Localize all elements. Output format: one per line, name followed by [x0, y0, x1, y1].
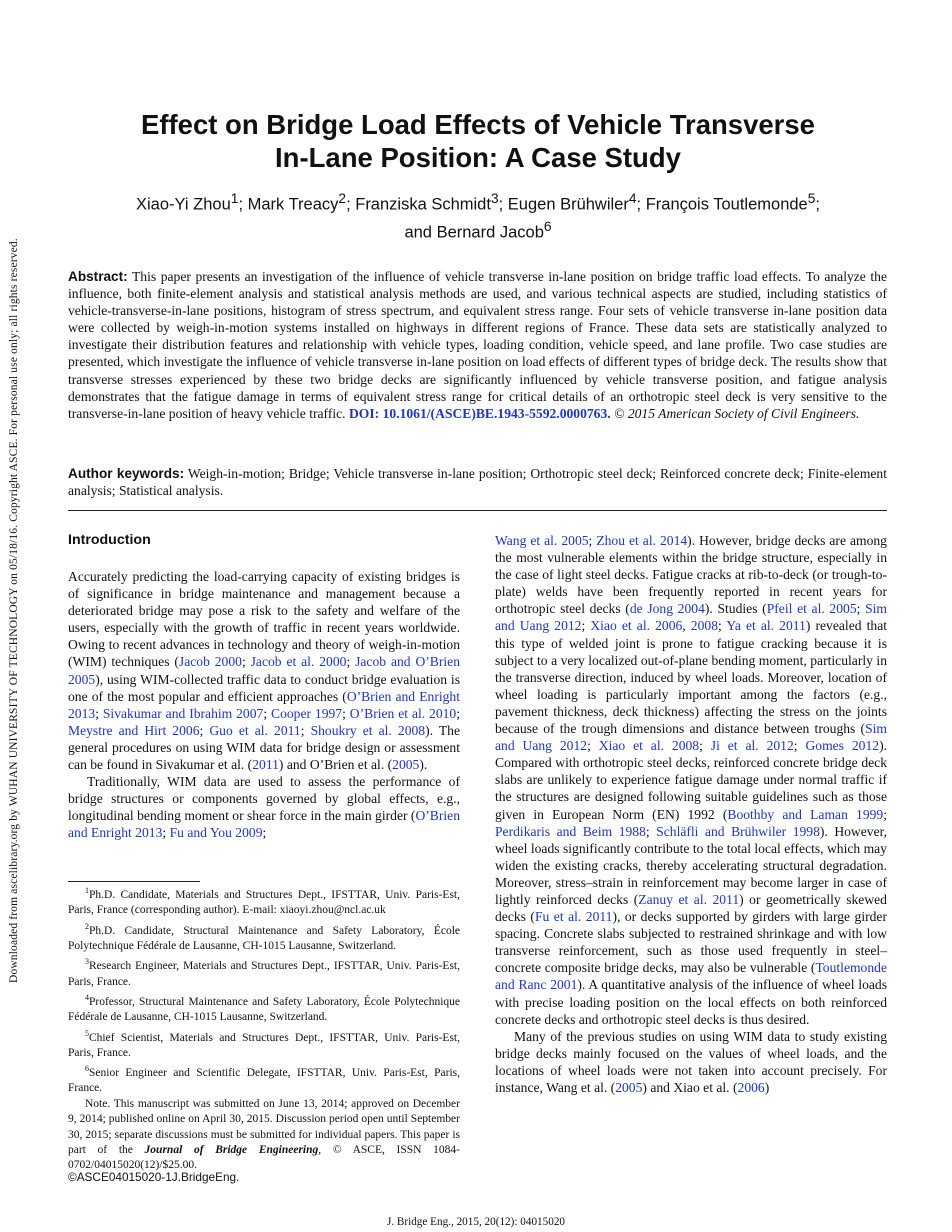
- author: Mark Treacy: [247, 195, 339, 214]
- footnote: [68, 883, 460, 919]
- citation-link[interactable]: Fu and You 2009: [169, 825, 263, 841]
- footnote-mark: 3: [85, 957, 89, 967]
- download-watermark: [0, 0, 24, 1232]
- citation-link[interactable]: Shoukry et al. 2008: [310, 722, 426, 738]
- journal-name: Journal of Bridge Engineering: [144, 1144, 319, 1157]
- author: Xiao-Yi Zhou: [136, 195, 231, 214]
- download-notice: Downloaded from ascelibrary.org by WUHAN UNIVERSITY OF TECHNOLOGY on 05/18/16. Copyright ASCE. For personal use only; all rights reserved.: [8, 238, 20, 983]
- author-list: Xiao-Yi Zhou$^1$; Mark Treacy$^2$; Franziska Schmidt$^3$; Eugen Brühwiler$^4$; François Toutlemonde$^5$; and Bernard Jacob$^6$: [136, 191, 820, 241]
- citation-link[interactable]: 2005: [392, 757, 420, 773]
- citation-link[interactable]: Toutlemonde and Ranc 2001: [495, 960, 887, 993]
- citation-link[interactable]: Fu et al. 2011: [534, 909, 613, 925]
- citation-link[interactable]: O’Brien et al. 2010: [349, 705, 457, 721]
- citation-link[interactable]: Schläfli and Brühwiler 1998: [656, 823, 820, 839]
- paragraph: Many of the previous studies on using WIM data to study existing bridge decks mainly focused on the values of wheel loads, and the locations of wheel loads were not taken into account precisely. For instance, Wang et al. (2005) and Xiao et al. (2006): [495, 1028, 887, 1095]
- keywords-label: Author keywords:: [68, 466, 185, 481]
- citation-link[interactable]: de Jong 2004: [629, 601, 705, 617]
- citation-link[interactable]: Meystre and Hirt 2006: [68, 722, 200, 738]
- footnote-text: Ph.D. Candidate, Structural Maintenance and Safety Laboratory, École Polytechnique Fédérale de Lausanne, CH-1015 Lausanne, Switzerland.: [68, 924, 460, 952]
- citation-link[interactable]: Sivakumar and Ibrahim 2007: [102, 705, 264, 721]
- footnote-mark: 6: [85, 1064, 89, 1074]
- doi-link[interactable]: 10.1061/(ASCE)BE.1943-5592.0000763.: [382, 405, 611, 421]
- author: Franziska Schmidt: [355, 195, 491, 214]
- citation-link[interactable]: O’Brien and Enright 2013: [68, 808, 460, 841]
- citation-link[interactable]: 2005: [615, 1080, 643, 1095]
- author-affiliation-mark: 6: [543, 218, 552, 234]
- citation-link[interactable]: Sim and Uang 2012: [495, 601, 887, 634]
- author-affiliation-mark: 2: [338, 191, 347, 206]
- footnote-text: Research Engineer, Materials and Structures Dept., IFSTTAR, Univ. Paris-Est, Paris, France.: [68, 960, 460, 988]
- citation-link[interactable]: Zhou et al. 2014: [596, 533, 688, 548]
- footnote: [68, 990, 460, 1026]
- citation-link[interactable]: Ya et al. 2011: [726, 618, 806, 634]
- note-text: , © ASCE, ISSN 1084-0702/04015020(12)/$25.00.: [68, 1144, 460, 1172]
- citation-link[interactable]: Wang et al. 2005: [495, 533, 589, 548]
- copyright-notice: © 2015 American Society of Civil Engineers.: [614, 405, 860, 421]
- paragraph: Accurately predicting the load-carrying capacity of existing bridges is of significance in bridge maintenance and management because a deteriorated bridge may pose a risk to the safety and welfare of the users, especially with the growth of traffic in recent years worldwide. Owing to recent advances in technology and theory of weigh-in-motion (WIM) techniques (Jacob 2000; Jacob et al. 2000; Jacob and O’Brien 2005), using WIM-collected traffic data to conduct bridge evaluation is one of the most popular and efficient approaches (O’Brien and Enright 2013; Sivakumar and Ibrahim 2007; Cooper 1997; O’Brien et al. 2010; Meystre and Hirt 2006; Guo et al. 2011; Shoukry et al. 2008). The general procedures on using WIM data for bridge design or assessment can be found in Sivakumar et al. (2011) and O’Brien et al. (2005).: [68, 569, 461, 773]
- author: and Bernard Jacob: [404, 223, 544, 241]
- citation-link[interactable]: Xiao et al. 2006: [590, 618, 683, 634]
- citation-link[interactable]: 2011: [252, 757, 279, 773]
- citation-link[interactable]: Boothby and Laman 1999: [727, 806, 884, 822]
- footnote-mark: 1: [85, 886, 89, 895]
- abstract: [68, 268, 887, 422]
- abstract-text: This paper presents an investigation of the influence of vehicle transverse in-lane position on bridge traffic load effects. To analyze the influence, both finite-element analysis and statistical analysis methods are used, and various technical aspects are studied, including statistics of vehicle-transverse-in-lane positions, histogram of stress spectrum, and equivalent stress range. Four sets of vehicle transverse in-lane position data were collected by weigh-in-motion systems installed on highways in different regions of France. These data sets are statistically analyzed to investigate their distribution features and relationship with vehicle types, loading condition, vehicle speed, and lane profile. Two case studies are presented, which investigate the influence of vehicle transverse in-lane position on load effects of different types of bridge deck. The results show that transverse stresses experienced by these two bridge decks are significantly influenced by vehicle transverse position, and fatigue analysis demonstrates that the fatigue damage in terms of equivalent stress range for critical details of an orthotropic steel deck is very sensitive to the transverse-in-lane position of heavy vehicle traffic.: [68, 269, 887, 421]
- footnote: [68, 954, 460, 990]
- note-text: Note. This manuscript was submitted on June 13, 2014; approved on December 9, 2014; published online on April 30, 2015. Discussion period open until September 30, 2015; separate discussions must be submitted for individual papers. This paper is part of the: [68, 1097, 460, 1157]
- footnote-text: Professor, Structural Maintenance and Safety Laboratory, École Polytechnique Fédérale de Lausanne, CH-1015 Lausanne, Switzerland.: [68, 995, 460, 1024]
- footnote-rule: [68, 881, 200, 882]
- paper-title: [68, 108, 888, 174]
- citation-link[interactable]: Perdikaris and Beim 1988: [495, 823, 646, 839]
- citation-link[interactable]: Zanuy et al. 2011: [638, 891, 740, 907]
- footnote: [68, 1026, 460, 1062]
- footnote-text: Ph.D. Candidate, Materials and Structures Dept., IFSTTAR, Univ. Paris-Est, Paris, France (corresponding author). E-mail: xiaoyi.zhou@ncl.ac.uk: [68, 888, 460, 917]
- author: Eugen Brühwiler: [507, 195, 629, 214]
- citation-link[interactable]: Jacob and O’Brien 2005: [68, 654, 460, 687]
- citation-link[interactable]: Ji et al. 2012: [710, 738, 794, 754]
- citation-link[interactable]: O’Brien and Enright 2013: [68, 688, 460, 721]
- footnote: [68, 919, 460, 955]
- title-line-1: Effect on Bridge Load Effects of Vehicle Transverse: [141, 109, 815, 140]
- citation-link[interactable]: Jacob 2000: [178, 654, 242, 670]
- page-footer-id: ©ASCE04015020-1J.BridgeEng.: [68, 1170, 240, 1184]
- citation-link[interactable]: 2006: [737, 1080, 765, 1095]
- body-text-right: [495, 532, 887, 1096]
- citation-link[interactable]: Gomes 2012: [805, 738, 880, 754]
- footnote-text: Senior Engineer and Scientific Delegate, IFSTTAR, Univ. Paris-Est, Paris, France.: [68, 1067, 460, 1095]
- citation-link[interactable]: Jacob et al. 2000: [250, 654, 347, 670]
- author-affiliation-mark: 3: [490, 191, 499, 206]
- paragraph: Traditionally, WIM data are used to assess the performance of bridge structures or components governed by global effects, e.g., longitudinal bending moment or shear force in the main girder (O’Brien and Enright 2013; Fu and You 2009;: [68, 774, 460, 841]
- footnote-text: Chief Scientist, Materials and Structures Dept., IFSTTAR, Univ. Paris-Est, Paris, France.: [68, 1031, 460, 1059]
- section-heading: Introduction: [68, 532, 151, 548]
- author-keywords: [68, 465, 887, 499]
- manuscript-note: [68, 1097, 460, 1174]
- author-affiliation-mark: 1: [230, 191, 239, 206]
- citation-link[interactable]: Cooper 1997: [271, 705, 343, 721]
- footnote-mark: 5: [85, 1028, 89, 1038]
- footnote: [68, 1061, 460, 1097]
- abstract-label: Abstract:: [68, 269, 128, 284]
- keywords-text: Weigh-in-motion; Bridge; Vehicle transverse in-lane position; Orthotropic steel deck; Reinforced concrete deck; Finite-element analysis; Statistical analysis.: [68, 466, 887, 499]
- citation-link[interactable]: Sim and Uang 2012: [495, 721, 887, 754]
- citation-link[interactable]: Xiao et al. 2008: [598, 738, 700, 754]
- citation-link[interactable]: 2008: [690, 618, 718, 634]
- body-text-left: [68, 568, 460, 842]
- author-affiliation-mark: 5: [807, 191, 816, 206]
- journal-citation-footer: J. Bridge Eng., 2015, 20(12): 04015020: [386, 1216, 566, 1228]
- footnote-mark: 4: [85, 992, 89, 1002]
- citation-link[interactable]: Pfeil et al. 2005: [766, 601, 857, 617]
- footnote-mark: 2: [85, 921, 89, 931]
- section-divider: [68, 510, 887, 511]
- author: François Toutlemonde: [645, 195, 808, 214]
- paragraph: Wang et al. 2005; Zhou et al. 2014). However, bridge decks are among the most vulnerable elements within the bridge structure, especially in the case of light steel decks. Fatigue cracks at rib-to-deck (or trough-to-plate) welds have been frequently reported in recent years for orthotropic steel decks (de Jong 2004). Studies (Pfeil et al. 2005; Sim and Uang 2012; Xiao et al. 2006, 2008; Ya et al. 2011) revealed that this type of welded joint is prone to fatigue cracking because it is subject to a very localized out-of-plane bending moment, particularly in the transverse direction, induced by wheel loads. Moreover, location of wheel loading is particularly important among the factors (e.g., pavement thickness, deck thickness) affecting the stress on the joints because of the trough dimensions and distance between troughs (Sim and Uang 2012; Xiao et al. 2008; Ji et al. 2012; Gomes 2012). Compared with orthotropic steel decks, reinforced concrete bridge deck slabs are unlikely to experience fatigue damage under normal traffic if the structures are designed following suitable guidelines such as those given in European Norm (EN) 1992 (Boothby and Laman 1999; Perdikaris and Beim 1988; Schläfli and Brühwiler 1998). However, wheel loads significantly contribute to the total local effects, which may widen the existing cracks, thereby accelerating structural degradation. Moreover, stress–strain in reinforcement may become larger in case of lightly reinforced decks (Zanuy et al. 2011) or geometrically skewed decks (Fu et al. 2011), or decks supported by girders with large girder spacing. Concrete slabs subjected to restrained shrinkage and with low transverse reinforcement, such as those used frequently in steel–concrete composite bridge decks, may also be vulnerable (Toutlemonde and Ranc 2001). A quantitative analysis of the influence of wheel loads with precise loading position on the local effects on both reinforced concrete decks and orthotropic steel decks is thus desired.: [495, 533, 888, 1027]
- doi-label: DOI:: [348, 405, 380, 421]
- title-line-2: In-Lane Position: A Case Study: [275, 142, 681, 173]
- citation-link[interactable]: Guo et al. 2011: [209, 722, 301, 738]
- footnotes: [68, 883, 460, 1174]
- author-affiliation-mark: 4: [628, 191, 637, 206]
